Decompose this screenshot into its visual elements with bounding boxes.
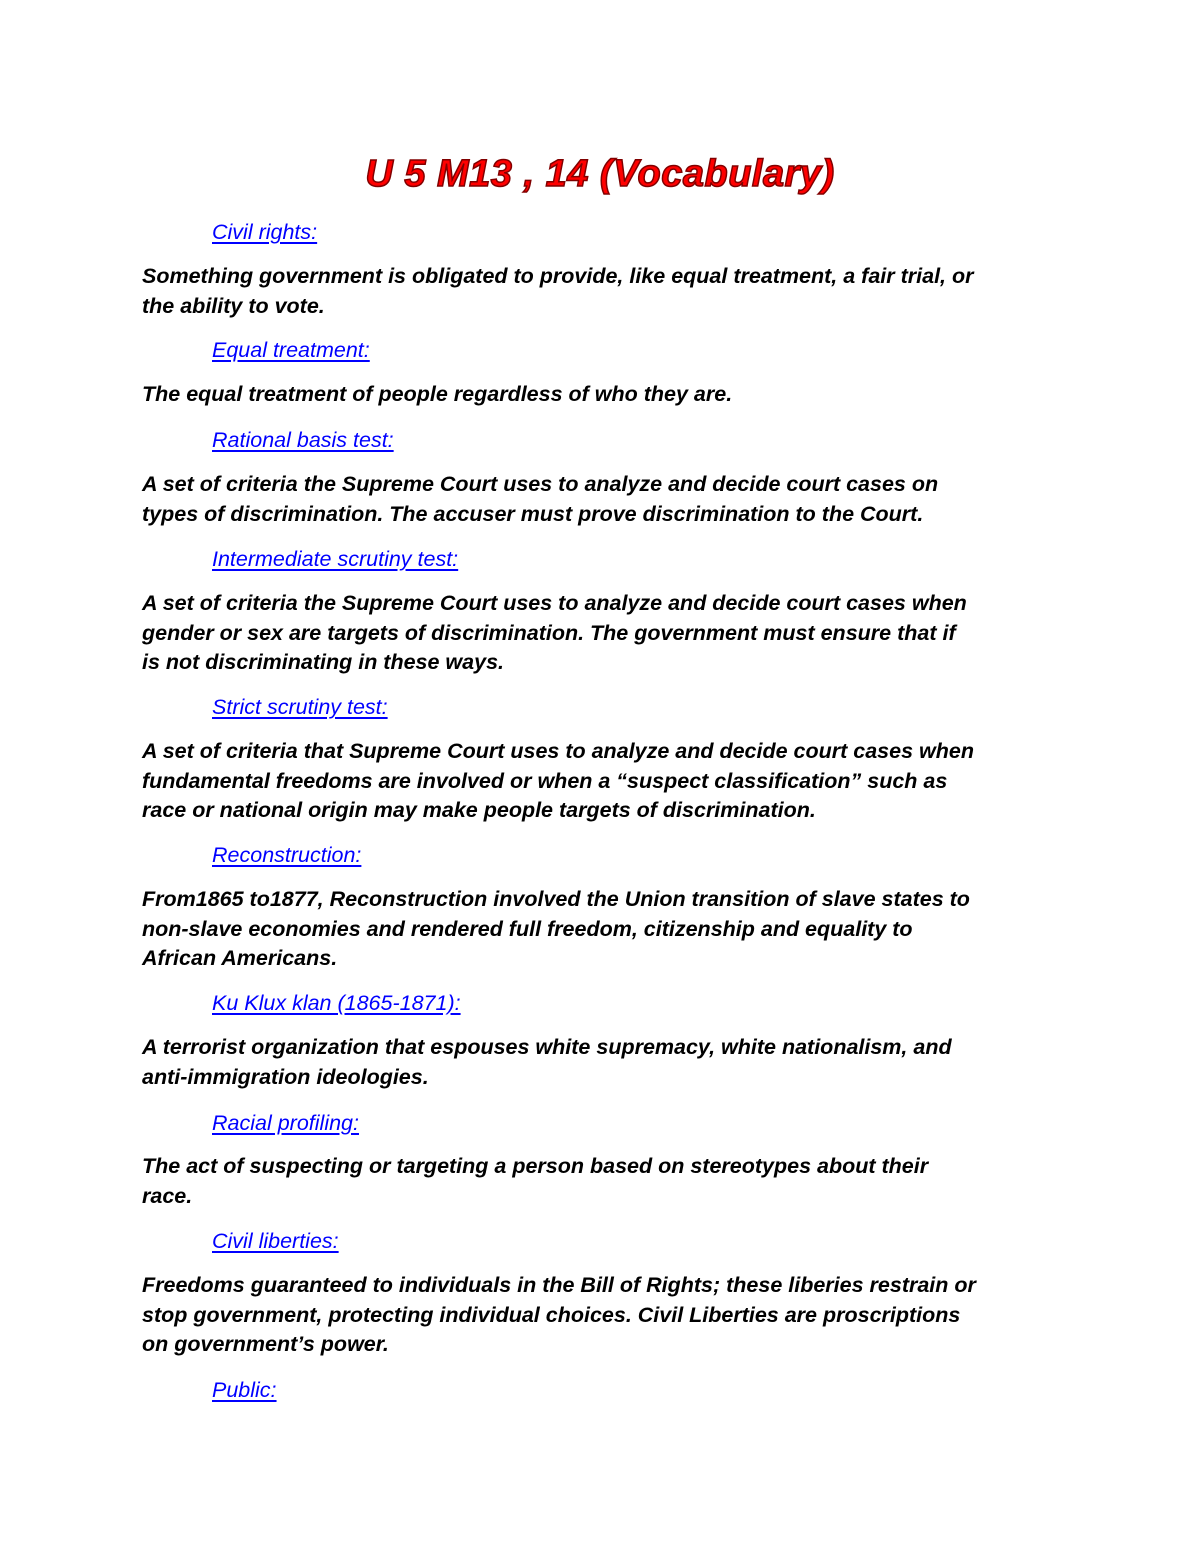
term-link[interactable]: Racial profiling:	[212, 1111, 359, 1135]
definition-8	[142, 1152, 1072, 1211]
definition-line: gender or sex are targets of discrimination. The government must ensure that if	[142, 620, 956, 645]
definition-5	[142, 737, 1072, 826]
definition-line: The equal treatment of people regardless of who they are.	[142, 382, 733, 406]
definition-line: race or national origin may make people targets of discrimination.	[142, 798, 816, 823]
definition-line: fundamental freedoms are involved or when a “suspect classification” such as	[142, 768, 948, 793]
definition-1	[142, 262, 1072, 321]
definition-line: types of discrimination. The accuser must prove discrimination to the Court.	[142, 501, 924, 526]
definition-line: race.	[142, 1183, 193, 1208]
definition-4	[142, 589, 1072, 678]
term-link[interactable]: Public:	[212, 1378, 277, 1402]
term-link[interactable]: Civil liberties:	[212, 1229, 339, 1253]
definition-7	[142, 1033, 1072, 1092]
definition-line: the ability to vote.	[142, 293, 325, 318]
definition-line: The act of suspecting or targeting a person based on stereotypes about their	[142, 1154, 929, 1178]
definition-9	[142, 1271, 1072, 1360]
definition-line: Something government is obligated to provide, like equal treatment, a fair trial, or	[142, 264, 974, 288]
definition-line: stop government, protecting individual choices. Civil Liberties are proscriptions	[142, 1302, 961, 1327]
definition-6	[142, 885, 1072, 974]
definition-line: A set of criteria the Supreme Court uses to analyze and decide court cases when	[142, 591, 967, 615]
definition-line: A terrorist organization that espouses white supremacy, white nationalism, and	[142, 1035, 952, 1059]
definition-line: From1865 to1877, Reconstruction involved the Union transition of slave states to	[142, 887, 970, 911]
definition-line: Freedoms guaranteed to individuals in the Bill of Rights; these liberies restrain or	[142, 1273, 976, 1297]
definition-line: A set of criteria that Supreme Court uses to analyze and decide court cases when	[142, 739, 974, 763]
definition-3	[142, 470, 1072, 529]
definition-line: non-slave economies and rendered full freedom, citizenship and equality to	[142, 916, 913, 941]
term-link[interactable]: Ku Klux klan (1865-1871):	[212, 991, 461, 1015]
definition-line: on government’s power.	[142, 1332, 389, 1357]
definition-line: African Americans.	[142, 946, 338, 971]
term-link[interactable]: Rational basis test:	[212, 428, 394, 452]
definition-line: is not discriminating in these ways.	[142, 650, 505, 675]
definition-line: anti-immigration ideologies.	[142, 1064, 429, 1089]
term-link[interactable]: Civil rights:	[212, 220, 318, 244]
definition-2	[142, 380, 1072, 410]
term-link[interactable]: Intermediate scrutiny test:	[212, 547, 459, 571]
term-link[interactable]: Equal treatment:	[212, 338, 370, 362]
definition-line: A set of criteria the Supreme Court uses to analyze and decide court cases on	[142, 472, 939, 496]
document-title: U 5 M13 , 14 (Vocabulary)	[365, 153, 835, 195]
term-link[interactable]: Strict scrutiny test:	[212, 695, 388, 719]
term-link[interactable]: Reconstruction:	[212, 843, 362, 867]
